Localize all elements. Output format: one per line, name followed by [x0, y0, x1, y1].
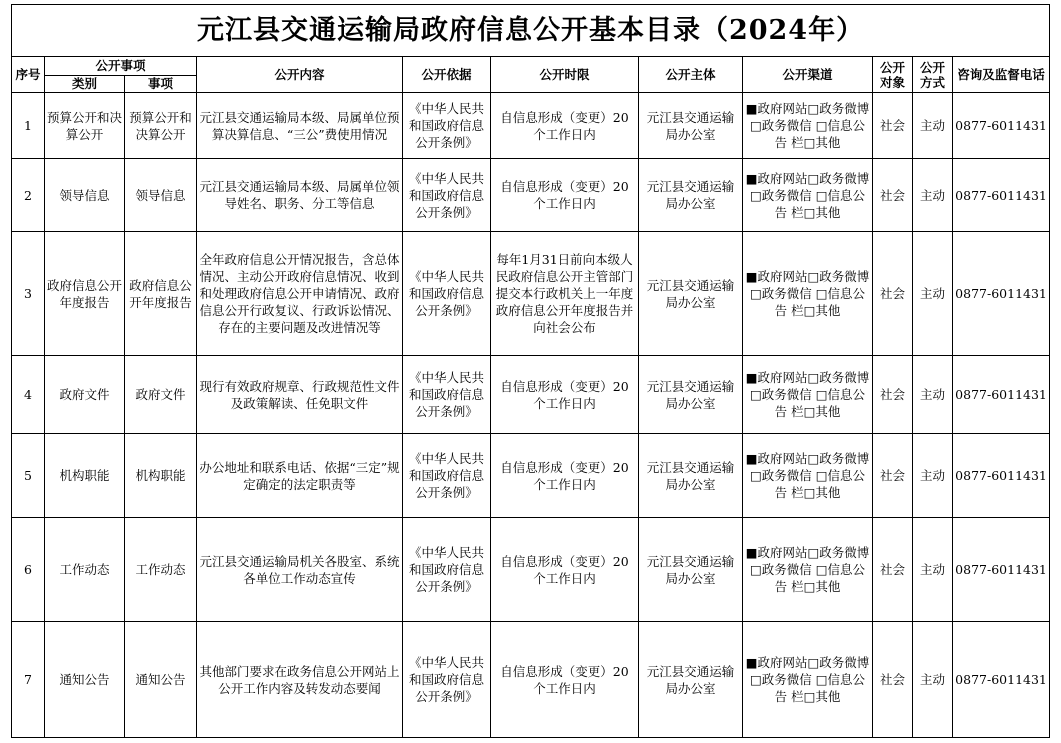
- row-method: 主动: [913, 434, 953, 518]
- row-channel: ■政府网站□政务微博□政务微信 □信息公告 栏□其他: [743, 434, 873, 518]
- row-basis: 《中华人民共和国政府信息公开条例》: [403, 622, 491, 738]
- row-seq: 7: [12, 622, 45, 738]
- row-channel: ■政府网站□政务微博□政务微信 □信息公告 栏□其他: [743, 518, 873, 622]
- row-category: 机构职能: [45, 434, 125, 518]
- row-phone: 0877-6011431: [953, 159, 1050, 232]
- row-target: 社会: [873, 518, 913, 622]
- row-basis: 《中华人民共和国政府信息公开条例》: [403, 232, 491, 356]
- row-target: 社会: [873, 434, 913, 518]
- table-row: [12, 356, 1050, 434]
- row-deadline: 每年1月31日前向本级人民政府信息公开主管部门 提交本行政机关上一年度政府信息公开年度报告并向社会公布: [491, 232, 639, 356]
- row-channel: ■政府网站□政务微博□政务微信 □信息公告 栏□其他: [743, 356, 873, 434]
- row-content: 元江县交通运输局本级、局属单位预算决算信息、“三公”费使用情况: [197, 93, 403, 159]
- row-method: 主动: [913, 232, 953, 356]
- row-basis: 《中华人民共和国政府信息公开条例》: [403, 518, 491, 622]
- row-content: 办公地址和联系电话、依据“三定”规定确定的法定职责等: [197, 434, 403, 518]
- row-target: 社会: [873, 622, 913, 738]
- row-target: 社会: [873, 93, 913, 159]
- row-phone: 0877-6011431: [953, 93, 1050, 159]
- row-channel: ■政府网站□政务微博□政务微信 □信息公告 栏□其他: [743, 93, 873, 159]
- row-channel: ■政府网站□政务微博□政务微信 □信息公告 栏□其他: [743, 159, 873, 232]
- row-method: 主动: [913, 159, 953, 232]
- header-seq: 序号: [12, 57, 45, 93]
- row-basis: 《中华人民共和国政府信息公开条例》: [403, 356, 491, 434]
- row-item: 工作动态: [125, 518, 197, 622]
- row-item: 通知公告: [125, 622, 197, 738]
- header-target: 公开对象: [873, 57, 913, 93]
- row-content: 元江县交通运输局本级、局属单位领导姓名、职务、分工等信息: [197, 159, 403, 232]
- row-category: 领导信息: [45, 159, 125, 232]
- table-row: [12, 518, 1050, 622]
- row-phone: 0877-6011431: [953, 356, 1050, 434]
- table-row: [12, 93, 1050, 159]
- row-subject: 元江县交通运输局办公室: [639, 356, 743, 434]
- row-category: 政府文件: [45, 356, 125, 434]
- row-category: 政府信息公开年度报告: [45, 232, 125, 356]
- row-item: 机构职能: [125, 434, 197, 518]
- row-category: 预算公开和决算公开: [45, 93, 125, 159]
- row-deadline: 自信息形成（变更）20 个工作日内: [491, 93, 639, 159]
- header-group: 公开事项: [45, 57, 197, 76]
- row-subject: 元江县交通运输局办公室: [639, 159, 743, 232]
- row-method: 主动: [913, 622, 953, 738]
- row-target: 社会: [873, 159, 913, 232]
- row-deadline: 自信息形成（变更）20 个工作日内: [491, 434, 639, 518]
- row-deadline: 自信息形成（变更）20 个工作日内: [491, 622, 639, 738]
- table-row: [12, 232, 1050, 356]
- row-seq: 4: [12, 356, 45, 434]
- header-basis: 公开依据: [403, 57, 491, 93]
- row-method: 主动: [913, 356, 953, 434]
- header-channel: 公开渠道: [743, 57, 873, 93]
- row-basis: 《中华人民共和国政府信息公开条例》: [403, 93, 491, 159]
- row-seq: 3: [12, 232, 45, 356]
- row-target: 社会: [873, 232, 913, 356]
- row-method: 主动: [913, 93, 953, 159]
- row-category: 工作动态: [45, 518, 125, 622]
- row-content: 现行有效政府规章、行政规范性文件及政策解读、任免职文件: [197, 356, 403, 434]
- header-phone: 咨询及监督电话: [953, 57, 1050, 93]
- row-subject: 元江县交通运输局办公室: [639, 232, 743, 356]
- row-phone: 0877-6011431: [953, 232, 1050, 356]
- header-item: 事项: [125, 76, 197, 93]
- row-basis: 《中华人民共和国政府信息公开条例》: [403, 159, 491, 232]
- row-subject: 元江县交通运输局办公室: [639, 434, 743, 518]
- row-deadline: 自信息形成（变更）20 个工作日内: [491, 159, 639, 232]
- table-row: [12, 434, 1050, 518]
- row-target: 社会: [873, 356, 913, 434]
- row-subject: 元江县交通运输局办公室: [639, 93, 743, 159]
- row-content: 其他部门要求在政务信息公开网站上公开工作内容及转发动态要闻: [197, 622, 403, 738]
- row-phone: 0877-6011431: [953, 434, 1050, 518]
- row-seq: 2: [12, 159, 45, 232]
- row-channel: ■政府网站□政务微博□政务微信 □信息公告 栏□其他: [743, 232, 873, 356]
- row-seq: 1: [12, 93, 45, 159]
- row-phone: 0877-6011431: [953, 622, 1050, 738]
- row-subject: 元江县交通运输局办公室: [639, 622, 743, 738]
- row-content: 元江县交通运输局机关各股室、系统各单位工作动态宣传: [197, 518, 403, 622]
- row-item: 政府文件: [125, 356, 197, 434]
- header-method: 公开方式: [913, 57, 953, 93]
- header-content: 公开内容: [197, 57, 403, 93]
- disclosure-catalog-table: [11, 4, 1050, 738]
- row-deadline: 自信息形成（变更）20 个工作日内: [491, 518, 639, 622]
- row-item: 预算公开和决算公开: [125, 93, 197, 159]
- row-category: 通知公告: [45, 622, 125, 738]
- header-subject: 公开主体: [639, 57, 743, 93]
- row-channel: ■政府网站□政务微博□政务微信 □信息公告 栏□其他: [743, 622, 873, 738]
- table-row: [12, 159, 1050, 232]
- header-category: 类别: [45, 76, 125, 93]
- header-deadline: 公开时限: [491, 57, 639, 93]
- row-seq: 6: [12, 518, 45, 622]
- row-basis: 《中华人民共和国政府信息公开条例》: [403, 434, 491, 518]
- row-seq: 5: [12, 434, 45, 518]
- row-content: 全年政府信息公开情况报告，含总体情况、主动公开政府信息情况、收到和处理政府信息公开申请情况、政府信息公开行政复议、行政诉讼情况、存在的主要问题及改进情况等: [197, 232, 403, 356]
- row-method: 主动: [913, 518, 953, 622]
- row-item: 领导信息: [125, 159, 197, 232]
- row-item: 政府信息公开年度报告: [125, 232, 197, 356]
- table-row: [12, 622, 1050, 738]
- page-title: 元江县交通运输局政府信息公开基本目录（2024年）: [12, 5, 1050, 57]
- row-deadline: 自信息形成（变更）20 个工作日内: [491, 356, 639, 434]
- row-phone: 0877-6011431: [953, 518, 1050, 622]
- row-subject: 元江县交通运输局办公室: [639, 518, 743, 622]
